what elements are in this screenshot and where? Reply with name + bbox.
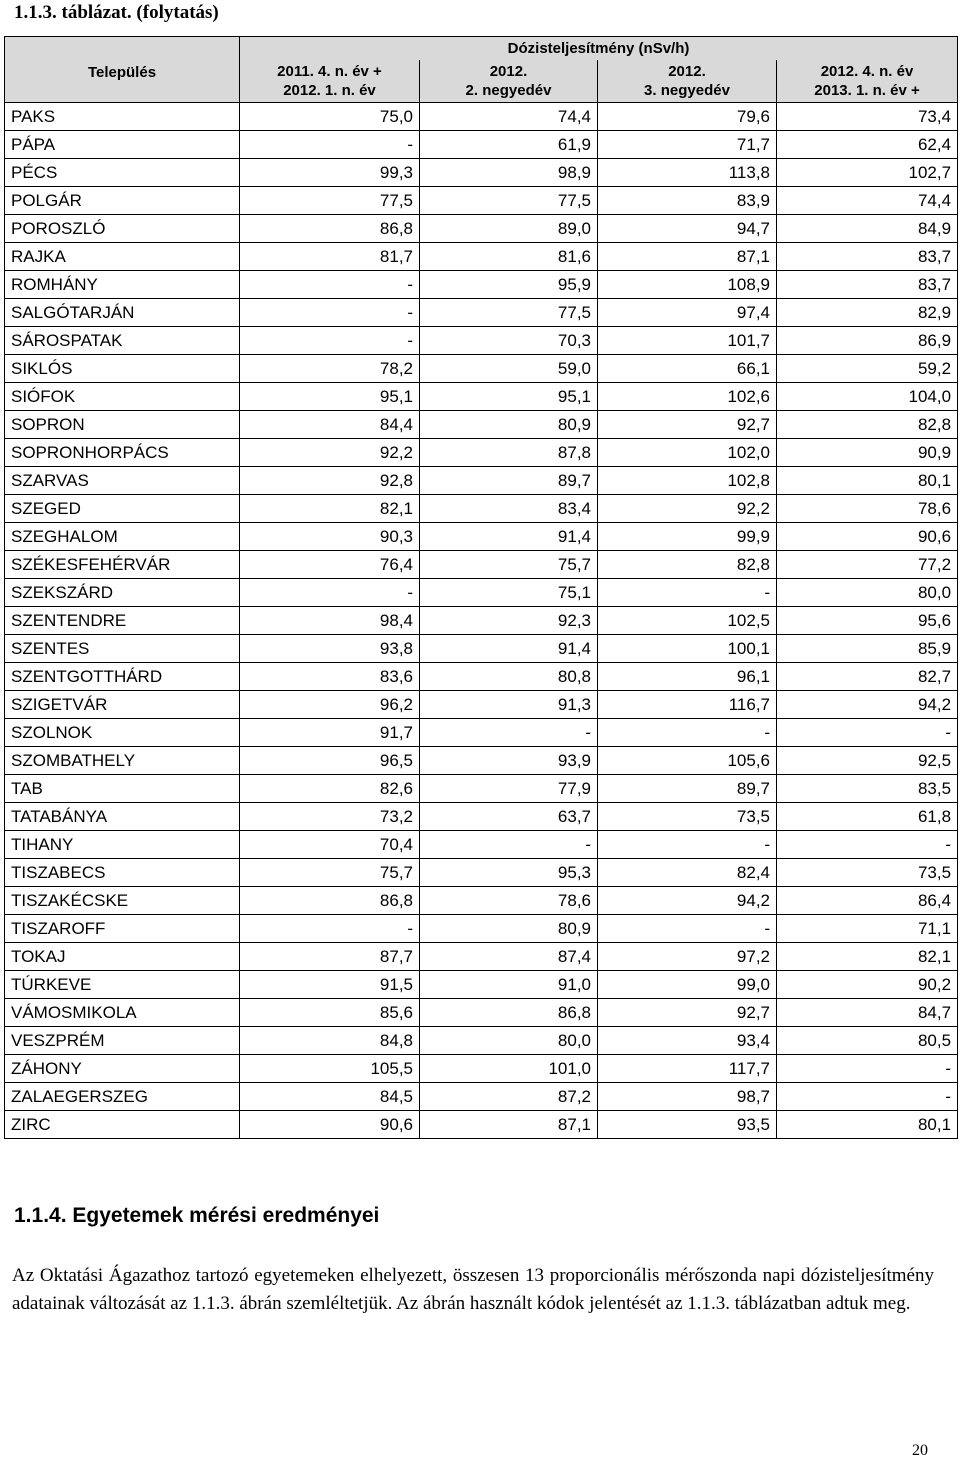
table-row <box>5 999 958 1027</box>
location-name: ZIRC <box>5 1111 240 1139</box>
dose-value-cell: 77,9 <box>420 775 598 803</box>
location-name: ZÁHONY <box>5 1055 240 1083</box>
dose-value-cell: 82,7 <box>777 663 958 691</box>
dose-value-cell: 92,7 <box>598 999 777 1027</box>
header-col-1: 2011. 4. n. év + 2012. 1. n. év <box>240 60 420 103</box>
dose-value-cell: 96,5 <box>240 747 420 775</box>
dose-value-cell: 83,7 <box>777 271 958 299</box>
table-row <box>5 439 958 467</box>
dose-value-cell: - <box>240 327 420 355</box>
dose-value-cell: 87,4 <box>420 943 598 971</box>
dose-rate-table <box>4 36 958 1139</box>
table-row <box>5 551 958 579</box>
table-row <box>5 971 958 999</box>
dose-value-cell: 92,7 <box>598 411 777 439</box>
table-row <box>5 663 958 691</box>
table-row <box>5 131 958 159</box>
dose-value-cell: 91,5 <box>240 971 420 999</box>
dose-value-cell: 75,7 <box>240 859 420 887</box>
dose-value-cell: - <box>240 915 420 943</box>
table-row <box>5 831 958 859</box>
dose-value-cell: 86,8 <box>240 887 420 915</box>
table-row <box>5 943 958 971</box>
location-name: SZARVAS <box>5 467 240 495</box>
dose-value-cell: 93,4 <box>598 1027 777 1055</box>
table-row <box>5 719 958 747</box>
dose-value-cell: 93,8 <box>240 635 420 663</box>
dose-value-cell: 59,0 <box>420 355 598 383</box>
dose-value-cell: 78,6 <box>420 887 598 915</box>
dose-value-cell: 86,8 <box>420 999 598 1027</box>
dose-value-cell: - <box>777 1055 958 1083</box>
dose-value-cell: 92,3 <box>420 607 598 635</box>
location-name: TIHANY <box>5 831 240 859</box>
table-row <box>5 299 958 327</box>
location-name: SÁROSPATAK <box>5 327 240 355</box>
dose-value-cell: 75,1 <box>420 579 598 607</box>
dose-value-cell: 91,7 <box>240 719 420 747</box>
location-name: PÉCS <box>5 159 240 187</box>
dose-value-cell: 84,9 <box>777 215 958 243</box>
dose-value-cell: - <box>420 831 598 859</box>
dose-value-cell: 84,8 <box>240 1027 420 1055</box>
dose-value-cell: 102,7 <box>777 159 958 187</box>
table-row <box>5 495 958 523</box>
dose-value-cell: 100,1 <box>598 635 777 663</box>
location-name: VÁMOSMIKOLA <box>5 999 240 1027</box>
dose-value-cell: 91,4 <box>420 523 598 551</box>
table-row <box>5 579 958 607</box>
dose-value-cell: 93,9 <box>420 747 598 775</box>
dose-value-cell: 85,6 <box>240 999 420 1027</box>
table-row <box>5 187 958 215</box>
dose-value-cell: 71,1 <box>777 915 958 943</box>
dose-value-cell: 80,5 <box>777 1027 958 1055</box>
dose-value-cell: 92,2 <box>598 495 777 523</box>
dose-value-cell: 101,0 <box>420 1055 598 1083</box>
dose-value-cell: - <box>240 299 420 327</box>
table-row <box>5 215 958 243</box>
dose-value-cell: 80,0 <box>420 1027 598 1055</box>
table-row <box>5 747 958 775</box>
location-name: SZEGHALOM <box>5 523 240 551</box>
dose-value-cell: 83,6 <box>240 663 420 691</box>
dose-value-cell: 94,2 <box>598 887 777 915</box>
dose-value-cell: 86,9 <box>777 327 958 355</box>
dose-value-cell: - <box>777 719 958 747</box>
dose-value-cell: 80,9 <box>420 915 598 943</box>
dose-value-cell: 95,9 <box>420 271 598 299</box>
dose-value-cell: 86,8 <box>240 215 420 243</box>
dose-value-cell: 99,0 <box>598 971 777 999</box>
dose-value-cell: 79,6 <box>598 103 777 131</box>
dose-value-cell: 102,6 <box>598 383 777 411</box>
dose-value-cell: 73,4 <box>777 103 958 131</box>
dose-value-cell: 84,7 <box>777 999 958 1027</box>
dose-value-cell: 82,1 <box>777 943 958 971</box>
location-name: TISZABECS <box>5 859 240 887</box>
header-col-3: 2012. 3. negyedév <box>598 60 777 103</box>
table-row <box>5 859 958 887</box>
table-row <box>5 523 958 551</box>
dose-value-cell: - <box>598 719 777 747</box>
dose-value-cell: 81,7 <box>240 243 420 271</box>
location-name: SZÉKESFEHÉRVÁR <box>5 551 240 579</box>
dose-value-cell: - <box>777 831 958 859</box>
dose-value-cell: 98,4 <box>240 607 420 635</box>
dose-value-cell: 83,9 <box>598 187 777 215</box>
dose-value-cell: 80,0 <box>777 579 958 607</box>
dose-value-cell: 95,1 <box>240 383 420 411</box>
dose-value-cell: 95,1 <box>420 383 598 411</box>
dose-value-cell: 102,8 <box>598 467 777 495</box>
dose-value-cell: 108,9 <box>598 271 777 299</box>
dose-value-cell: 73,2 <box>240 803 420 831</box>
dose-value-cell: 71,7 <box>598 131 777 159</box>
dose-value-cell: 98,7 <box>598 1083 777 1111</box>
location-name: TISZAKÉCSKE <box>5 887 240 915</box>
table-row <box>5 691 958 719</box>
dose-value-cell: 97,2 <box>598 943 777 971</box>
location-name: TÚRKEVE <box>5 971 240 999</box>
table-row <box>5 915 958 943</box>
dose-value-cell: 83,5 <box>777 775 958 803</box>
dose-value-cell: 82,6 <box>240 775 420 803</box>
dose-value-cell: 80,1 <box>777 467 958 495</box>
dose-value-cell: - <box>598 915 777 943</box>
dose-value-cell: 70,4 <box>240 831 420 859</box>
dose-value-cell: 82,8 <box>598 551 777 579</box>
dose-value-cell: 90,6 <box>777 523 958 551</box>
dose-value-cell: 80,9 <box>420 411 598 439</box>
dose-value-cell: 99,3 <box>240 159 420 187</box>
dose-value-cell: - <box>598 831 777 859</box>
dose-value-cell: 80,8 <box>420 663 598 691</box>
dose-value-cell: 70,3 <box>420 327 598 355</box>
dose-value-cell: 87,1 <box>420 1111 598 1139</box>
dose-value-cell: 63,7 <box>420 803 598 831</box>
dose-value-cell: 84,4 <box>240 411 420 439</box>
location-name: SIKLÓS <box>5 355 240 383</box>
dose-value-cell: 96,2 <box>240 691 420 719</box>
dose-value-cell: 59,2 <box>777 355 958 383</box>
dose-value-cell: 91,3 <box>420 691 598 719</box>
dose-value-cell: 90,3 <box>240 523 420 551</box>
dose-value-cell: 96,1 <box>598 663 777 691</box>
dose-value-cell: 87,7 <box>240 943 420 971</box>
page-number: 20 <box>912 1442 928 1459</box>
dose-value-cell: 61,8 <box>777 803 958 831</box>
location-name: POROSZLÓ <box>5 215 240 243</box>
table-row <box>5 1055 958 1083</box>
location-name: SZEKSZÁRD <box>5 579 240 607</box>
dose-value-cell: 90,2 <box>777 971 958 999</box>
dose-value-cell: 89,7 <box>598 775 777 803</box>
location-name: PÁPA <box>5 131 240 159</box>
dose-value-cell: 86,4 <box>777 887 958 915</box>
dose-value-cell: 97,4 <box>598 299 777 327</box>
location-name: TATABÁNYA <box>5 803 240 831</box>
header-col-4: 2012. 4. n. év 2013. 1. n. év + <box>777 60 958 103</box>
dose-value-cell: 95,6 <box>777 607 958 635</box>
dose-value-cell: 73,5 <box>598 803 777 831</box>
dose-value-cell: 98,9 <box>420 159 598 187</box>
dose-value-cell: 87,2 <box>420 1083 598 1111</box>
table-row <box>5 1027 958 1055</box>
dose-value-cell: 92,8 <box>240 467 420 495</box>
table-row <box>5 775 958 803</box>
dose-value-cell: 82,4 <box>598 859 777 887</box>
location-name: SALGÓTARJÁN <box>5 299 240 327</box>
dose-value-cell: 77,5 <box>240 187 420 215</box>
dose-value-cell: 76,4 <box>240 551 420 579</box>
dose-value-cell: 95,3 <box>420 859 598 887</box>
dose-value-cell: 94,7 <box>598 215 777 243</box>
dose-value-cell: 92,5 <box>777 747 958 775</box>
dose-value-cell: 66,1 <box>598 355 777 383</box>
dose-value-cell: 81,6 <box>420 243 598 271</box>
location-name: SOPRON <box>5 411 240 439</box>
table-row <box>5 1083 958 1111</box>
dose-value-cell: - <box>240 131 420 159</box>
dose-value-cell: 74,4 <box>420 103 598 131</box>
table-caption: 1.1.3. táblázat. (folytatás) <box>14 2 219 23</box>
dose-value-cell: 73,5 <box>777 859 958 887</box>
location-name: ROMHÁNY <box>5 271 240 299</box>
body-paragraph: Az Oktatási Ágazathoz tartozó egyetemeken elhelyezett, összesen 13 proporcionális mérőszonda napi dózisteljesítmény adatainak változását az 1.1.3. ábrán szemléltetjük. Az ábrán használt kódok jelentését az 1.1.3. táblázatban adtuk meg. <box>12 1265 934 1314</box>
location-name: TOKAJ <box>5 943 240 971</box>
table-row <box>5 243 958 271</box>
dose-value-cell: 90,9 <box>777 439 958 467</box>
dose-value-cell: 92,2 <box>240 439 420 467</box>
dose-value-cell: 75,0 <box>240 103 420 131</box>
location-name: POLGÁR <box>5 187 240 215</box>
dose-value-cell: 82,9 <box>777 299 958 327</box>
dose-value-cell: 78,2 <box>240 355 420 383</box>
dose-value-cell: 90,6 <box>240 1111 420 1139</box>
table-row <box>5 635 958 663</box>
table-row <box>5 1111 958 1139</box>
table-row <box>5 271 958 299</box>
dose-value-cell: 74,4 <box>777 187 958 215</box>
dose-value-cell: 75,7 <box>420 551 598 579</box>
dose-value-cell: 105,6 <box>598 747 777 775</box>
table-row <box>5 411 958 439</box>
dose-value-cell: 102,5 <box>598 607 777 635</box>
dose-value-cell: 87,8 <box>420 439 598 467</box>
header-col-2: 2012. 2. negyedév <box>420 60 598 103</box>
dose-value-cell: 62,4 <box>777 131 958 159</box>
dose-value-cell: - <box>777 1083 958 1111</box>
table-row <box>5 607 958 635</box>
location-name: TISZAROFF <box>5 915 240 943</box>
dose-value-cell: 102,0 <box>598 439 777 467</box>
dose-value-cell: 116,7 <box>598 691 777 719</box>
location-name: SZENTES <box>5 635 240 663</box>
location-name: SZENTGOTTHÁRD <box>5 663 240 691</box>
dose-value-cell: 117,7 <box>598 1055 777 1083</box>
location-name: SIÓFOK <box>5 383 240 411</box>
location-name: SOPRONHORPÁCS <box>5 439 240 467</box>
table-row <box>5 327 958 355</box>
location-name: VESZPRÉM <box>5 1027 240 1055</box>
dose-value-cell: 99,9 <box>598 523 777 551</box>
location-name: SZENTENDRE <box>5 607 240 635</box>
dose-value-cell: 77,5 <box>420 187 598 215</box>
dose-value-cell: 105,5 <box>240 1055 420 1083</box>
dose-value-cell: 94,2 <box>777 691 958 719</box>
dose-value-cell: 77,2 <box>777 551 958 579</box>
dose-value-cell: 113,8 <box>598 159 777 187</box>
dose-value-cell: - <box>240 579 420 607</box>
location-name: ZALAEGERSZEG <box>5 1083 240 1111</box>
table-row <box>5 803 958 831</box>
dose-value-cell: 82,1 <box>240 495 420 523</box>
dose-value-cell: 82,8 <box>777 411 958 439</box>
dose-value-cell: - <box>598 579 777 607</box>
dose-value-cell: 91,0 <box>420 971 598 999</box>
table-body <box>5 103 958 1139</box>
dose-value-cell: 93,5 <box>598 1111 777 1139</box>
location-name: SZEGED <box>5 495 240 523</box>
dose-value-cell: - <box>420 719 598 747</box>
dose-value-cell: 78,6 <box>777 495 958 523</box>
dose-value-cell: 91,4 <box>420 635 598 663</box>
table-row <box>5 383 958 411</box>
dose-value-cell: 84,5 <box>240 1083 420 1111</box>
dose-value-cell: 104,0 <box>777 383 958 411</box>
location-name: SZOLNOK <box>5 719 240 747</box>
section-title: 1.1.4. Egyetemek mérési eredményei <box>14 1204 380 1227</box>
header-dose-rate-group: Dózisteljesítmény (nSv/h) <box>240 37 958 61</box>
dose-value-cell: 85,9 <box>777 635 958 663</box>
dose-value-cell: 83,4 <box>420 495 598 523</box>
location-name: SZOMBATHELY <box>5 747 240 775</box>
table-row <box>5 159 958 187</box>
dose-value-cell: 101,7 <box>598 327 777 355</box>
location-name: RAJKA <box>5 243 240 271</box>
dose-value-cell: 89,0 <box>420 215 598 243</box>
header-location: Település <box>5 37 240 103</box>
dose-value-cell: 77,5 <box>420 299 598 327</box>
dose-value-cell: 61,9 <box>420 131 598 159</box>
location-name: TAB <box>5 775 240 803</box>
location-name: PAKS <box>5 103 240 131</box>
table-row <box>5 103 958 131</box>
dose-value-cell: 89,7 <box>420 467 598 495</box>
dose-value-cell: 83,7 <box>777 243 958 271</box>
table-row <box>5 467 958 495</box>
dose-value-cell: 80,1 <box>777 1111 958 1139</box>
dose-value-cell: 87,1 <box>598 243 777 271</box>
table-row <box>5 887 958 915</box>
table-row <box>5 355 958 383</box>
dose-value-cell: - <box>240 271 420 299</box>
location-name: SZIGETVÁR <box>5 691 240 719</box>
